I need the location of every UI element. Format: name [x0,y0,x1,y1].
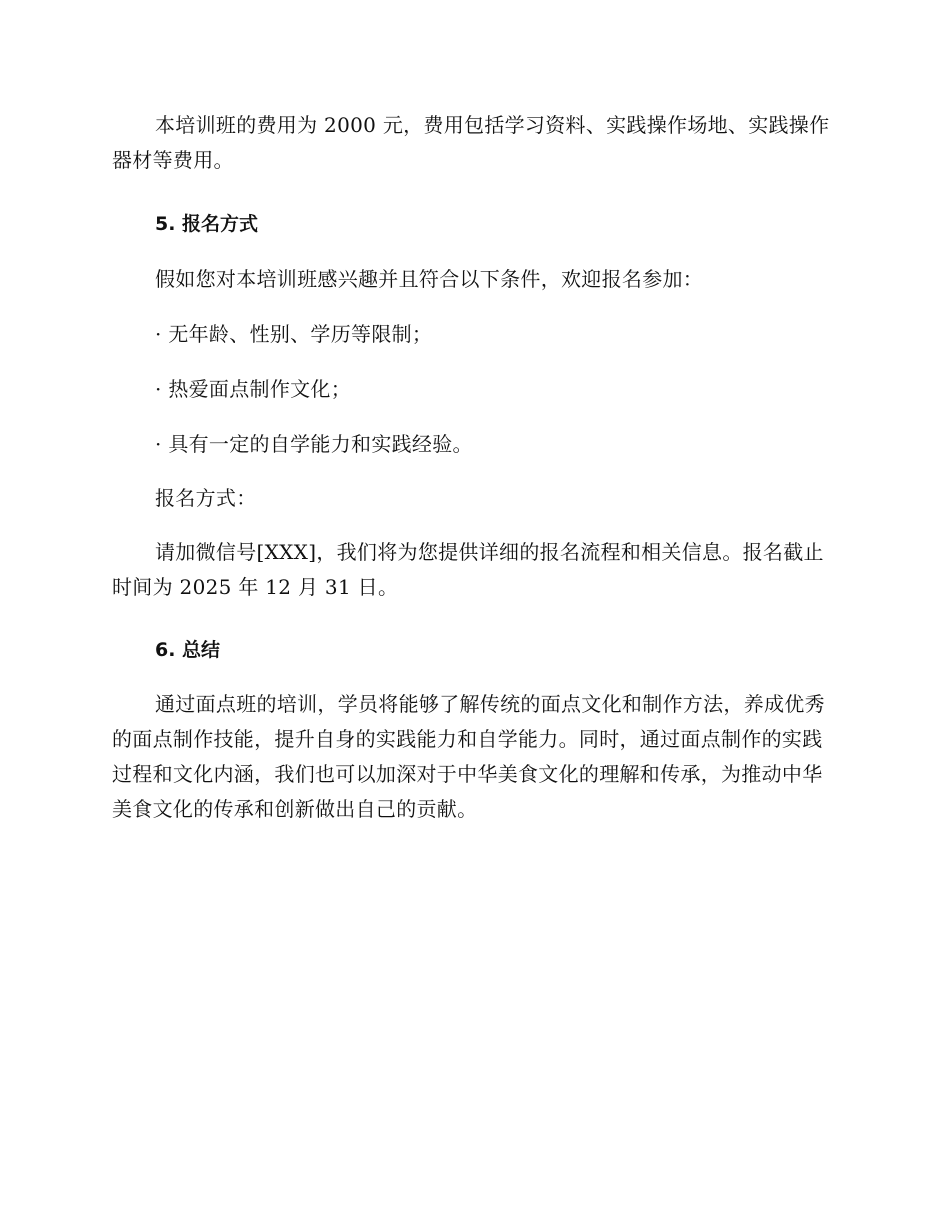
section-5-heading: 5. 报名方式 [155,213,259,235]
registration-method-label: 报名方式： [155,486,257,510]
fee-paragraph: 本培训班的费用为 2000 元，费用包括学习资料、实践操作场地、实践操作器材等费用。 [112,113,830,172]
condition-item-1: · 无年龄、性别、学历等限制； [155,322,433,346]
summary-paragraph: 通过面点班的培训，学员将能够了解传统的面点文化和制作方法，养成优秀的面点制作技能，提升自身的实践能力和自学能力。同时，通过面点制作的实践过程和文化内涵，我们也可以加深对于中华美食文化的理解和传承，为推动中华美食文化的传承和创新做出自己的贡献。 [112,692,825,821]
condition-item-2: · 热爱面点制作文化； [155,377,352,401]
condition-item-3: · 具有一定的自学能力和实践经验。 [155,432,473,456]
section-6-heading: 6. 总结 [155,639,221,661]
registration-method-text: 请加微信号[XXX]，我们将为您提供详细的报名流程和相关信息。报名截止时间为 2025 年 12 月 31 日。 [112,540,824,599]
registration-intro: 假如您对本培训班感兴趣并且符合以下条件，欢迎报名参加： [155,267,704,291]
